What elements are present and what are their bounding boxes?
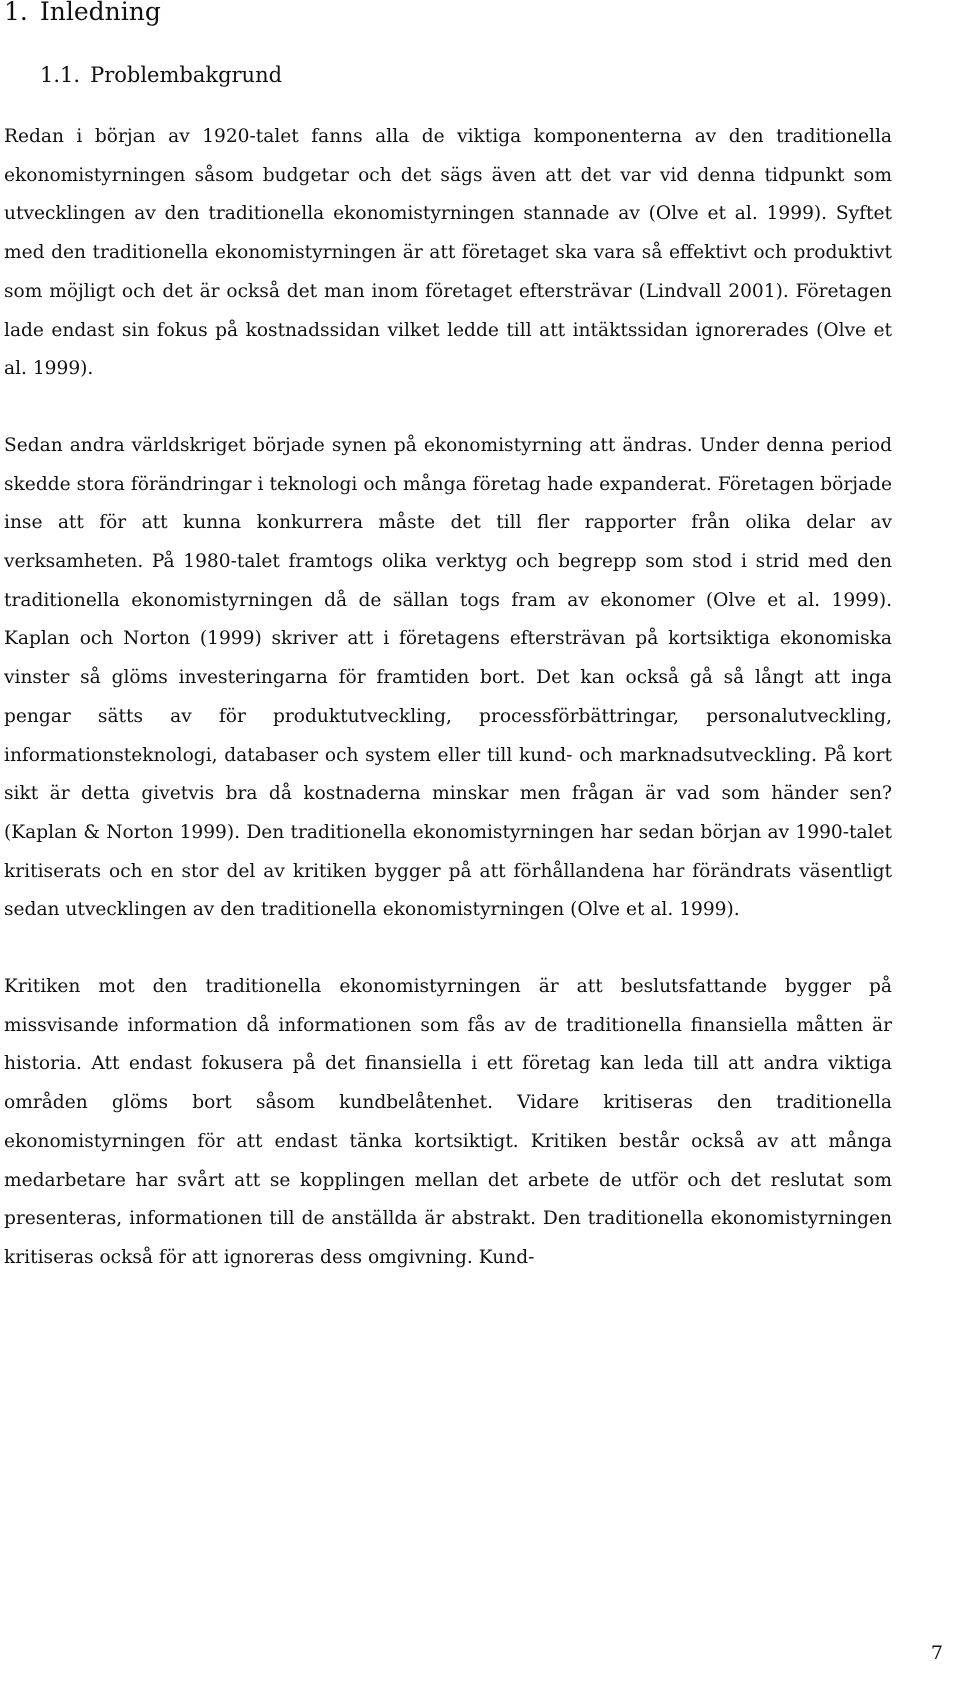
body-text — [4, 118, 892, 1278]
chapter-title: Inledning — [39, 0, 161, 26]
paragraph-3: Kritiken mot den traditionella ekonomistyrningen är att beslutsfattande bygger på missvisande information då informationen som fås av de traditionella finansiella måtten är historia. Att endast fokusera på det finansiella i ett företag kan leda till att andra viktiga områden glöms bort såsom kundbelåtenhet. Vidare kritiseras den traditionella ekonomistyrningen för att endast tänka kortsiktigt. Kritiken består också av att många medarbetare har svårt att se kopplingen mellan det arbete de utför och det reslutat som presenteras, informationen till de anställda är abstrakt. Den traditionella ekonomistyrningen kritiseras också för att ignoreras dess omgivning. Kund- — [4, 976, 892, 1268]
section-number: 1.1. — [40, 63, 81, 87]
chapter-heading — [4, 0, 161, 30]
chapter-number: 1. — [4, 0, 28, 26]
paragraph-1: Redan i början av 1920-talet fanns alla de viktiga komponenterna av den traditionella ekonomistyrningen såsom budgetar och det sägs även att det var vid denna tidpunkt som utvecklingen av den traditionella ekonomistyrningen stannade av (Olve et al. 1999). Syftet med den traditionella ekonomistyrningen är att företaget ska vara så effektivt och produktivt som möjligt och det är också det man inom företaget eftersträvar (Lindvall 2001). Företagen lade endast sin fokus på kostnadssidan vilket ledde till att intäktssidan ignorerades (Olve et al. 1999). — [4, 126, 892, 380]
paragraph-2: Sedan andra världskriget började synen på ekonomistyrning att ändras. Under denna period skedde stora förändringar i teknologi och många företag hade expanderat. Företagen började inse att för att kunna konkurrera måste det till fler rapporter från olika delar av verksamheten. På 1980-talet framtogs olika verktyg och begrepp som stod i strid med den traditionella ekonomistyrningen då de sällan togs fram av ekonomer (Olve et al. 1999). Kaplan och Norton (1999) skriver att i företagens eftersträvan på kortsiktiga ekonomiska vinster så glöms investeringarna för framtiden bort. Det kan också gå så långt att inga pengar sätts av för produktutveckling, processförbättringar, personalutveckling, informationsteknologi, databaser och system eller till kund- och marknadsutveckling. På kort sikt är detta givetvis bra då kostnaderna minskar men frågan är vad som händer sen? (Kaplan & Norton 1999). Den traditionella ekonomistyrningen har sedan början av 1990-talet kritiserats och en stor del av kritiken bygger på att förhållandena har förändrats väsentligt sedan utvecklingen av den traditionella ekonomistyrningen (Olve et al. 1999). — [4, 434, 892, 921]
section-title: Problembakgrund — [90, 63, 283, 87]
page-number: 7 — [930, 1642, 943, 1664]
section-heading — [40, 58, 282, 92]
